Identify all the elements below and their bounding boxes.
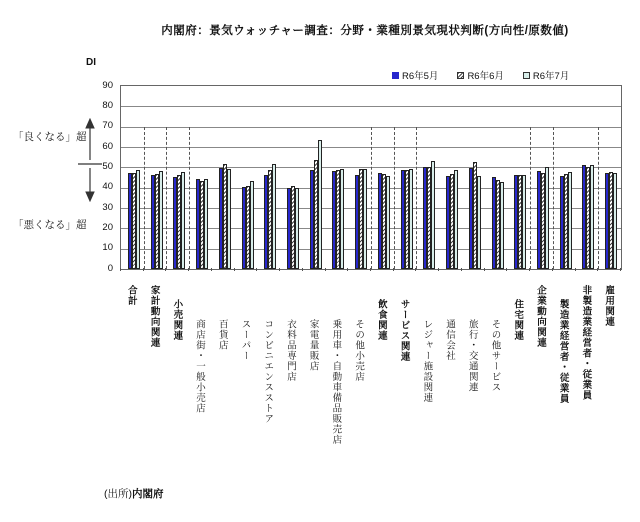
category-label: 通信会社 [444, 319, 456, 361]
up-arrow-icon [86, 119, 94, 160]
section-separator [598, 127, 599, 269]
bar [568, 172, 572, 269]
bar [250, 181, 254, 269]
category-label: スーパー [239, 319, 251, 361]
legend-swatch-icon [523, 72, 530, 79]
category-label: サービス関連 [398, 299, 410, 362]
category-label: 乗用車・自動車備品販売店 [330, 319, 342, 445]
bar [340, 169, 344, 269]
bar [522, 175, 526, 269]
legend-item [457, 68, 503, 82]
category-label: 小売関連 [171, 299, 183, 341]
bar [159, 171, 163, 269]
x-tick-mark [438, 268, 439, 271]
bar [181, 172, 185, 269]
y-tick-label: 0 [107, 262, 113, 274]
category-label: 家電量販店 [307, 319, 319, 372]
legend-item [392, 68, 438, 82]
bar [295, 188, 299, 269]
x-tick-mark [575, 268, 576, 271]
section-separator [371, 127, 372, 269]
grid-line [121, 106, 621, 107]
category-label: 家計動向関連 [148, 285, 160, 348]
x-tick-mark [211, 268, 212, 271]
category-label: その他小売店 [353, 319, 365, 382]
x-axis-tick-marks [120, 268, 620, 272]
bar [409, 169, 413, 269]
source-name: 内閣府 [132, 488, 164, 500]
x-tick-mark [143, 268, 144, 271]
section-separator [189, 127, 190, 269]
y-axis-unit-label: DI [86, 57, 96, 68]
section-separator [530, 127, 531, 269]
legend-item-label: R6年7月 [532, 71, 570, 82]
y-tick-label: 60 [102, 140, 113, 152]
x-tick-mark [393, 268, 394, 271]
y-tick-label: 80 [102, 99, 113, 111]
category-label: 衣料品専門店 [284, 319, 296, 382]
y-tick-label: 10 [102, 242, 113, 254]
legend-swatch-icon [392, 72, 399, 79]
bar [227, 169, 231, 269]
category-label: 雇用関連 [603, 285, 615, 327]
legend-item [523, 68, 569, 82]
x-tick-mark [234, 268, 235, 271]
category-label: 飲食関連 [375, 299, 387, 341]
x-tick-mark [506, 268, 507, 271]
section-separator [394, 127, 395, 269]
bar [318, 140, 322, 269]
y-tick-label: 40 [102, 181, 113, 193]
category-label: 住宅関連 [512, 299, 524, 341]
x-tick-mark [552, 268, 553, 271]
legend-item-label: R6年5月 [402, 71, 439, 82]
source-note [104, 486, 164, 501]
category-label: コンビニエンスストア [262, 319, 274, 424]
category-label: 百貨店 [216, 319, 228, 351]
bar [204, 179, 208, 269]
section-separator [553, 127, 554, 269]
category-label: 企業動向関連 [534, 285, 546, 348]
x-tick-mark [347, 268, 348, 271]
bar [500, 182, 504, 269]
bar [136, 170, 140, 269]
section-separator [144, 127, 145, 269]
bar [431, 161, 435, 269]
chart-legend [392, 68, 569, 82]
section-separator [416, 127, 417, 269]
x-tick-mark [256, 268, 257, 271]
source-prefix: (出所) [104, 488, 132, 500]
section-separator [166, 127, 167, 269]
bar [272, 164, 276, 269]
bar [590, 165, 594, 269]
category-label: 旅行・交通関連 [466, 319, 478, 393]
x-tick-mark [325, 268, 326, 271]
category-label: レジャー施設関連 [421, 319, 433, 403]
y-tick-label: 70 [102, 120, 113, 132]
bar [363, 169, 367, 269]
y-tick-label: 30 [102, 201, 113, 213]
category-label: 製造業経営者・従業員 [557, 299, 569, 404]
x-tick-mark [188, 268, 189, 271]
bar [545, 167, 549, 269]
x-tick-mark [120, 268, 121, 271]
x-tick-mark [279, 268, 280, 271]
category-label: その他サービス [489, 319, 501, 393]
x-tick-mark [461, 268, 462, 271]
chart-title: 内閣府：景気ウォッチャー調査：分野・業種別景気現状判断(方向性/原数値) [161, 25, 569, 37]
y-tick-label: 20 [102, 221, 113, 233]
legend-swatch-icon [457, 72, 464, 79]
bar [477, 176, 481, 269]
worse-annotation: 「悪くなる」超 [13, 219, 87, 231]
x-tick-mark [620, 268, 621, 271]
bar [386, 176, 390, 269]
category-label: 合計 [125, 285, 137, 306]
plot-area [120, 85, 622, 270]
legend-item-label: R6年6月 [467, 71, 504, 82]
bar [454, 170, 458, 269]
better-annotation: 「良くなる」超 [13, 131, 87, 143]
x-tick-mark [302, 268, 303, 271]
x-tick-mark [370, 268, 371, 271]
x-tick-mark [165, 268, 166, 271]
x-tick-mark [529, 268, 530, 271]
bar [613, 173, 617, 269]
x-tick-mark [484, 268, 485, 271]
category-label: 商店街・一般小売店 [194, 319, 206, 414]
y-tick-label: 90 [102, 79, 113, 91]
y-tick-label: 50 [102, 160, 113, 172]
category-label: 非製造業経営者・従業員 [580, 285, 592, 401]
threshold-arrows [75, 118, 105, 202]
x-tick-mark [415, 268, 416, 271]
x-tick-mark [597, 268, 598, 271]
down-arrow-icon [86, 168, 94, 201]
